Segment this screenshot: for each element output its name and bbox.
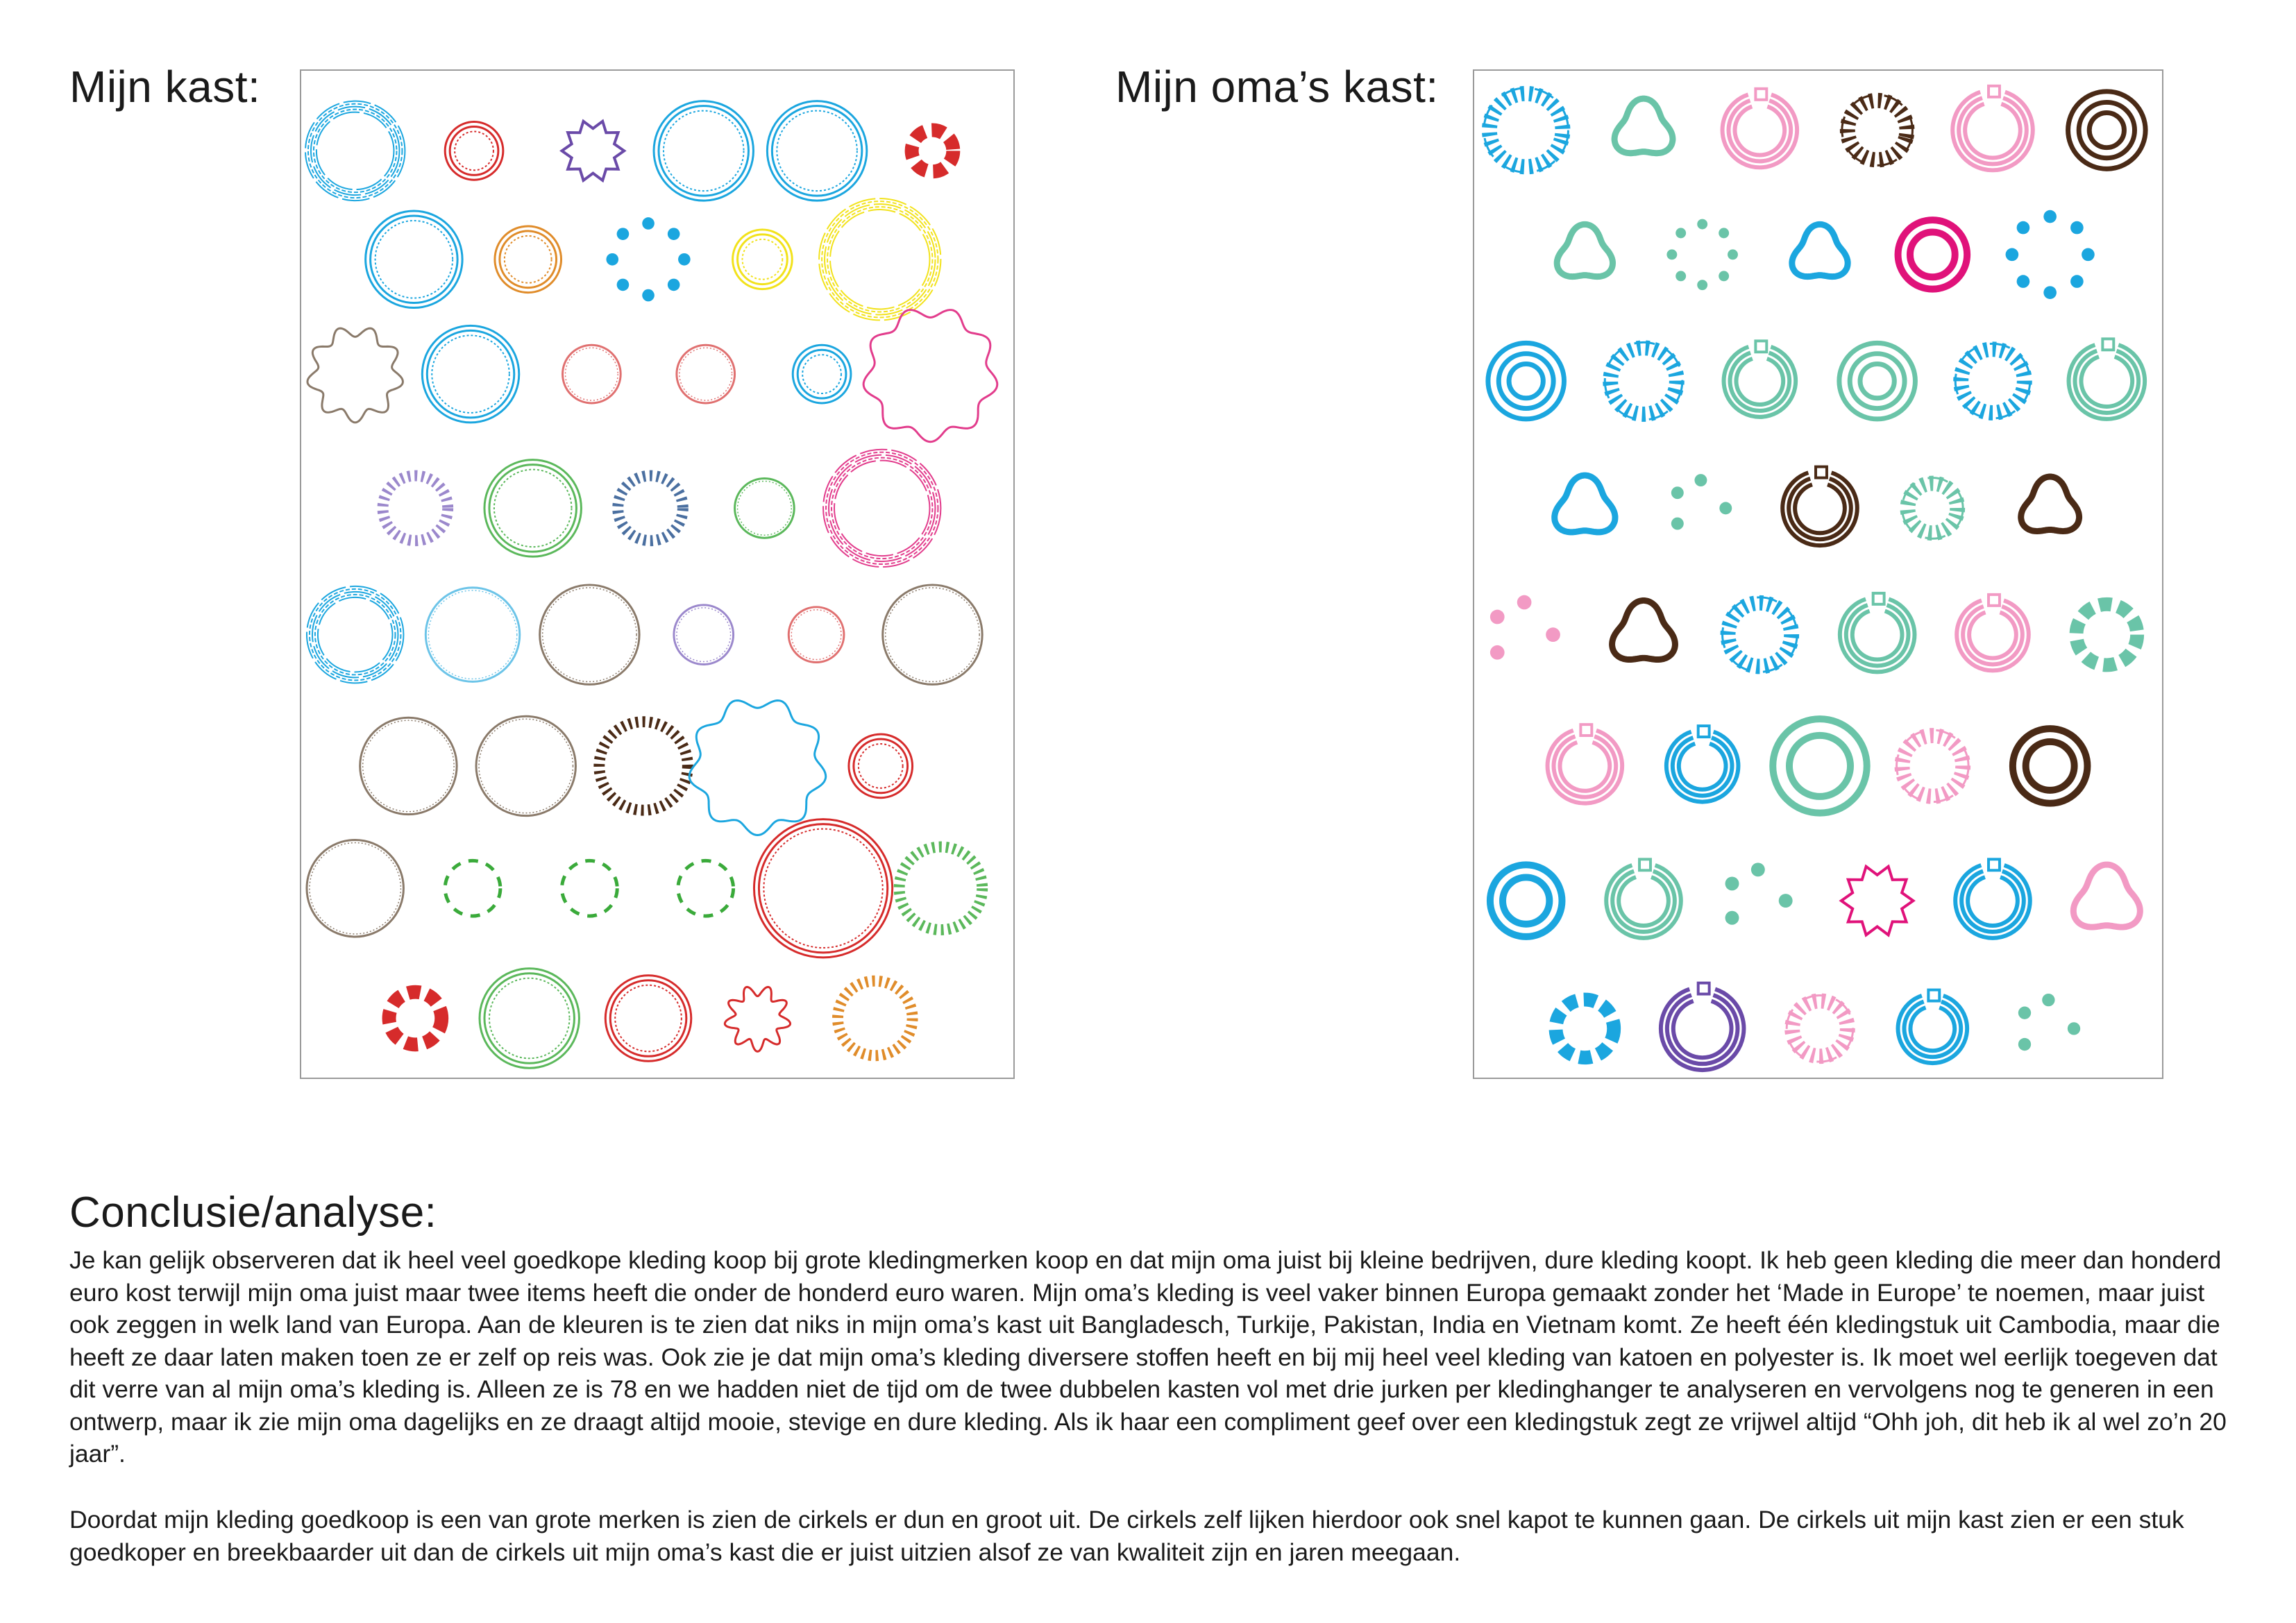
mine-circle xyxy=(563,345,621,403)
mine-circle xyxy=(307,840,403,937)
oma-circle xyxy=(1841,867,1914,935)
oma-circle xyxy=(1782,467,1857,545)
oma-circle xyxy=(2069,339,2145,419)
mine-circle xyxy=(484,460,581,556)
conclusion-paragraph-1: Je kan gelijk observeren dat ik heel veel goedkope kleding koop bij grote kledingmerken koop en dat mijn oma juist bij kleine bedrijven, dure kleding koopt. Ik heb geen kleding die meer dan honderd euro kost terwijl mijn oma juist maar twee items heeft die onder de honderd euro waren. Mijn oma’s kleding is veel vaker binnen Europa gemaakt zonder het ‘Made in Europe’ te noemen, maar juist ook zeggen in welk land van Europa. Aan de kleuren is te zien dat niks in mijn oma’s kast uit Bangladesch, Turkije, Pakistan, India en Vietnam komt. Ze heeft één kledingstuk uit Cambodia, maar die heeft ze daar laten maken toen ze er zelf op reis was. Ook zie je dat mijn oma’s kleding diversere stoffen heeft en bij mij heel veel kleding van katoen en polyester is. Ik moet wel eerlijk toegeven dat dit verre van al mijn oma’s kleding is. Alleen ze is 78 en we hadden niet de tijd om de twee dubbelen kasten vol met drie jurken per kledinghanger te analyseren en vervolgens nog te generen in een ontwerp, maar ik zie mijn oma dagelijks en ze draagt altijd mooie, stevige en dure kleding. Als ik haar een compliment geef over een kledingstuk zegt ze vrijwel altijd “Ohh joh, dit heb ik al wel zo’n 20 jaar”. xyxy=(69,1246,2227,1468)
mine-circle xyxy=(305,101,405,201)
mine-circle xyxy=(754,819,892,958)
oma-circle xyxy=(1723,89,1798,167)
oma-circle xyxy=(1792,224,1848,276)
mine-closet-panel xyxy=(300,69,1015,1079)
oma-circle xyxy=(1666,726,1739,802)
oma-circle xyxy=(2073,865,2140,927)
oma-circle xyxy=(1896,729,1970,803)
oma-circle xyxy=(1481,85,1571,175)
oma-circle xyxy=(2006,210,2095,299)
mine-circle xyxy=(422,325,518,422)
oma-circle xyxy=(1839,343,1916,419)
mine-circle xyxy=(360,717,457,814)
oma-circle xyxy=(2021,477,2079,532)
oma-circle xyxy=(1841,94,1914,167)
mine-circle xyxy=(677,345,735,403)
oma-circle xyxy=(1954,342,2032,420)
mine-circle xyxy=(725,987,790,1051)
oma-circle xyxy=(1614,99,1673,153)
mine-closet-heading: Mijn kast: xyxy=(69,62,261,112)
oma-circle xyxy=(1773,719,1866,813)
mine-circle xyxy=(307,328,403,423)
oma-circle xyxy=(1606,859,1681,937)
mine-circle xyxy=(654,101,753,201)
oma-circle xyxy=(1555,475,1615,532)
oma-circle xyxy=(2018,994,2080,1051)
mine-circle xyxy=(735,479,795,538)
oma-circle xyxy=(1490,865,1562,937)
mine-circle xyxy=(445,860,500,916)
mine-circle xyxy=(495,226,562,293)
mine-circle xyxy=(767,101,866,201)
conclusion-heading: Conclusie/analyse: xyxy=(69,1189,437,1237)
mine-circle xyxy=(883,585,982,684)
conclusion-paragraph-2: Doordat mijn kleding goedkoop is een van grote merken is zien de cirkels er dun en groot uit. De cirkels zelf lijken hierdoor ook snel kapot te kunnen gaan. De cirkels uit mijn kast zien er een stuk goedkoper en breekbaarder uit dan de cirkels uit mijn oma’s kast die er juist uitzien alsof ze van kwaliteit zijn en jaren meegaan. xyxy=(69,1506,2184,1566)
oma-circle xyxy=(2068,92,2146,169)
mine-circle xyxy=(678,860,734,916)
oma-circle xyxy=(1612,600,1675,659)
mine-circle xyxy=(605,976,691,1062)
oma-circle xyxy=(1671,474,1732,529)
oma-circle xyxy=(1898,990,1968,1064)
oma-circle xyxy=(1556,1000,1614,1058)
oma-circles-graphic xyxy=(1474,71,2162,1078)
mine-circle xyxy=(480,969,579,1068)
mine-circle xyxy=(366,211,462,307)
mine-circle xyxy=(793,345,851,403)
mine-circle xyxy=(618,476,683,541)
mine-circle xyxy=(838,981,913,1056)
oma-circle xyxy=(1955,859,2030,937)
mine-circle xyxy=(599,722,688,810)
mine-circle xyxy=(562,860,618,916)
oma-circle xyxy=(1603,341,1684,422)
mine-circle xyxy=(674,605,734,665)
oma-circle xyxy=(1952,86,2033,170)
mine-circle xyxy=(383,476,448,541)
oma-circle xyxy=(2013,729,2088,804)
mine-circle xyxy=(863,310,997,442)
oma-circle xyxy=(1840,593,1915,672)
mine-circle xyxy=(476,716,575,815)
mine-circle xyxy=(823,450,940,567)
oma-circle xyxy=(1786,995,1854,1063)
oma-circle xyxy=(1902,477,1963,538)
mine-circle xyxy=(562,121,625,180)
mine-circle xyxy=(307,586,403,683)
mine-circle xyxy=(912,130,954,171)
oma-circle xyxy=(1725,863,1793,924)
oma-circle xyxy=(1721,596,1798,674)
oma-circle xyxy=(1898,220,1968,289)
mine-circle xyxy=(819,198,940,320)
mine-circles-graphic xyxy=(301,71,1013,1078)
oma-circle xyxy=(1724,341,1796,417)
oma-closet-heading: Mijn oma’s kast: xyxy=(1115,62,1439,112)
oma-circle xyxy=(1661,983,1744,1070)
mine-circle xyxy=(900,847,983,930)
oma-closet-panel xyxy=(1473,69,2163,1079)
mine-circle xyxy=(788,607,844,663)
oma-circle xyxy=(1557,224,1612,276)
oma-circle xyxy=(1488,343,1564,419)
mine-circle xyxy=(540,585,639,684)
oma-circle xyxy=(1957,595,2029,671)
mine-circle xyxy=(606,217,690,301)
mine-circle xyxy=(733,230,793,289)
mine-circle xyxy=(425,588,519,681)
oma-circle xyxy=(1490,595,1560,660)
oma-circle xyxy=(2076,604,2137,665)
mine-circle xyxy=(849,734,913,798)
oma-circle xyxy=(1548,724,1623,803)
oma-circle xyxy=(1666,219,1738,291)
mine-circle xyxy=(445,122,503,180)
mine-circle xyxy=(389,992,442,1045)
mine-circle xyxy=(689,700,826,835)
